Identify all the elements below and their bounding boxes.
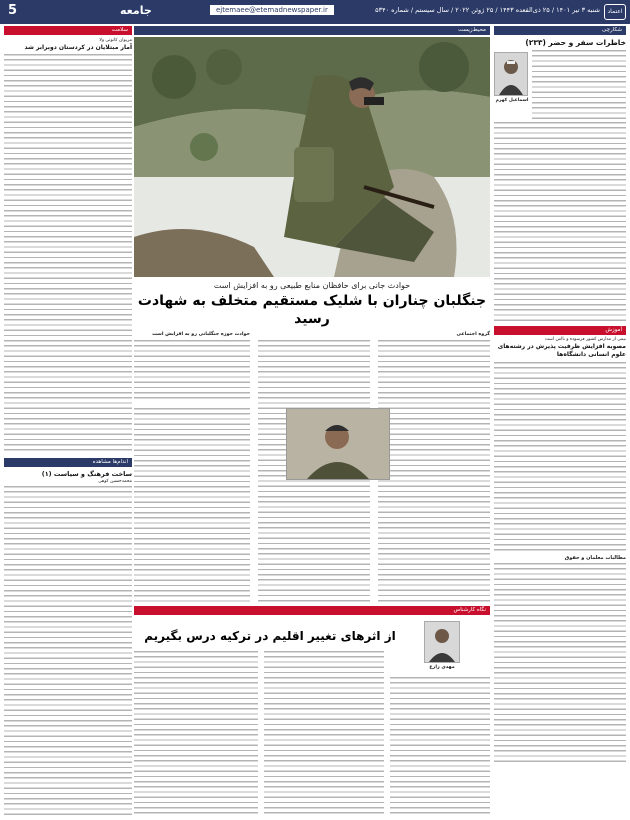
expert-photo (424, 621, 460, 663)
section-label-mid-2: نگاه کارشناس (134, 606, 490, 615)
section-label-right-2: آموزش (494, 326, 626, 335)
left-byline: مریوان کانونی ولا (99, 38, 132, 43)
left-title: آمار مبتلایان در کردستان دوبرابر شد (24, 44, 132, 51)
issue-date: شنبه ۳ تیر ۱۴۰۱ / ۲۵ ذی‌القعده ۱۴۴۳ / ۲۵ ژوئن ۲۰۲۲ / سال سیستم / شماره ۵۳۴۰ (375, 6, 600, 14)
inset-photo (286, 408, 390, 480)
article-kicker: حوادث جانی برای حافظان منابع طبیعی رو به افزایش است (213, 281, 411, 290)
article-subtitle-right-3: مطالبات معلمان و حقوق (564, 555, 626, 561)
email-link[interactable]: ejtemaee@etemadnewspaper.ir (210, 5, 334, 15)
section-label-right: شکارچی (494, 26, 626, 35)
section-label-left: سلامت (4, 26, 132, 35)
middle-column (134, 26, 490, 816)
forest-ranger-image (134, 37, 490, 277)
expert-headline: از اثرهای تغییر اقلیم در ترکیه درس بگیریم (144, 629, 396, 643)
left-column (4, 26, 132, 816)
expert-name: مهدی زارع (429, 665, 455, 670)
article-subhead: حوادث حوزه جنگلبانی رو به افزایش است (152, 332, 250, 337)
top-bar (0, 0, 630, 24)
author-photo (494, 52, 528, 96)
ranger-photo (134, 37, 490, 277)
section-label-left-2: اندام‌ها مشاهده (4, 458, 132, 467)
article-byline: گروه اجتماعی (456, 332, 490, 337)
ranger-portrait-image (287, 409, 389, 479)
left-byline-2: محمدحسین کوهی (98, 479, 132, 484)
section-label-mid: محیط‌زیست (134, 26, 490, 35)
person-icon (495, 53, 527, 95)
author-name: اسماعیل کهرم (495, 98, 529, 103)
page-number: 5 (8, 3, 18, 18)
article-headline: جنگلبان چناران با شلیک مستقیم متخلف به شهادت رسید (137, 293, 487, 327)
person-icon (425, 622, 459, 662)
article-title-right-2: نیمی از مدارس کشور فرسوده و ناامن است (544, 337, 626, 342)
column-title: خاطرات سفر و حضر (۲۳۳) (525, 38, 626, 47)
section-title: جامعه (120, 4, 152, 17)
newspaper-logo: اعتماد (604, 4, 626, 20)
right-column (494, 26, 626, 816)
left-title-2: ساخت فرهنگ و سیاست (۱) (41, 470, 132, 478)
article-subtitle-right: مصوبه افزایش ظرفیت پذیرش در رشته‌های علوم انسانی دانشگاه‌ها (497, 343, 626, 358)
